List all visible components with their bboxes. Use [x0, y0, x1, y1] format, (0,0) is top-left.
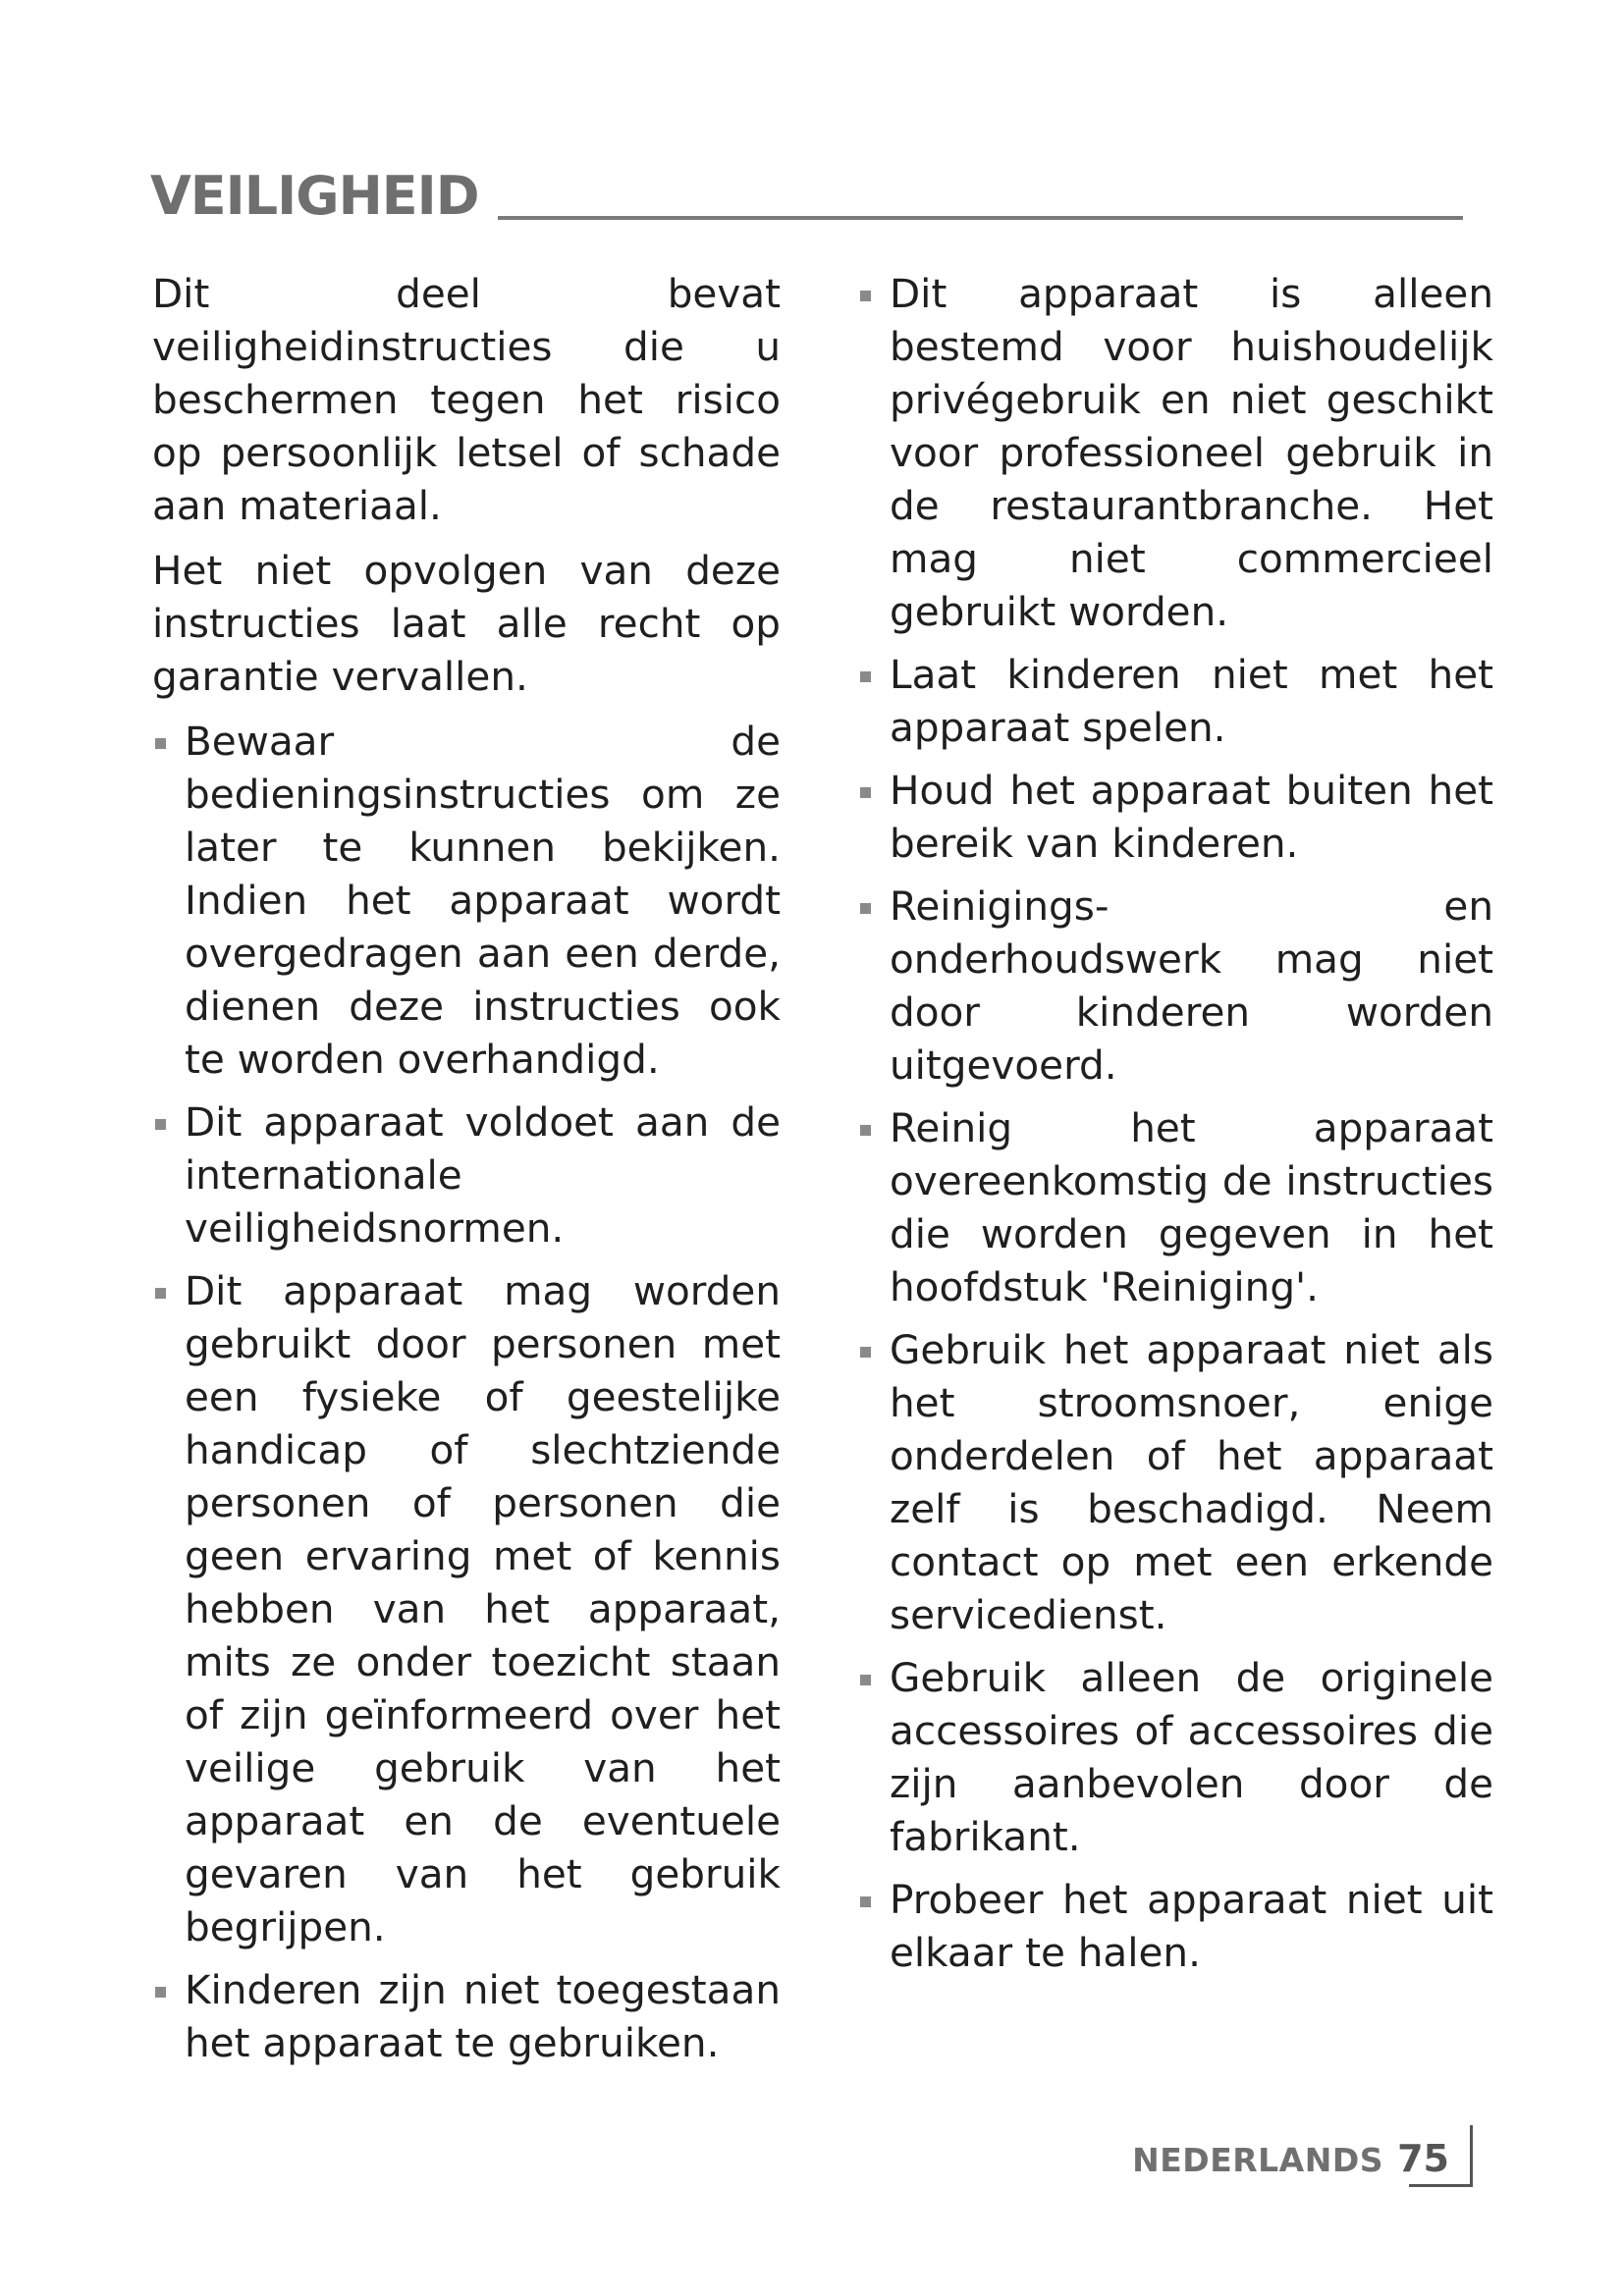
square-bullet-icon	[155, 738, 166, 749]
right-bullet-list	[857, 267, 1493, 1979]
list-item	[857, 880, 1493, 1092]
footer-language: NEDERLANDS	[1132, 2141, 1383, 2179]
list-item-text: Probeer het apparaat niet uit elkaar te halen.	[890, 1876, 1493, 1976]
page-number-underline	[1409, 2184, 1473, 2187]
list-item-text: Dit apparaat is alleen bestemd voor huishoudelijk privégebruik en niet geschikt voor professioneel gebruik in de restaurantbranche. Het mag niet commercieel gebruikt worden.	[890, 270, 1493, 635]
list-item	[152, 1095, 781, 1255]
square-bullet-icon	[860, 671, 871, 682]
list-item-text: Bewaar de bedieningsinstructies om ze later te kunnen bekijken. Indien het apparaat wordt overgedragen aan een derde, dienen deze instructies ook te worden overhandigd.	[185, 718, 781, 1083]
square-bullet-icon	[155, 1987, 166, 1998]
heading-rule	[498, 216, 1463, 220]
square-bullet-icon	[155, 1119, 166, 1130]
list-item-text: Gebruik alleen de originele accessoires of accessoires die zijn aanbevolen door de fabrikant.	[890, 1654, 1493, 1860]
left-bullet-list	[152, 715, 781, 2069]
list-item-text: Houd het apparaat buiten het bereik van kinderen.	[890, 767, 1493, 867]
square-bullet-icon	[860, 903, 871, 914]
square-bullet-icon	[155, 1288, 166, 1299]
page-footer	[1084, 2125, 1477, 2194]
list-item-text: Reinig het apparaat overeenkomstig de instructies die worden gegeven in het hoofdstuk 'Reiniging'.	[890, 1104, 1493, 1310]
square-bullet-icon	[860, 1896, 871, 1907]
square-bullet-icon	[860, 1675, 871, 1685]
list-item	[857, 1651, 1493, 1863]
list-item	[152, 1264, 781, 1953]
list-item	[152, 1963, 781, 2069]
page-number: 75	[1397, 2137, 1449, 2180]
list-item-text: Reinigings- en onderhoudswerk mag niet door kinderen worden uitgevoerd.	[890, 882, 1493, 1089]
list-item	[857, 1101, 1493, 1313]
right-column	[857, 267, 1493, 1989]
intro-paragraph: Het niet opvolgen van deze instructies laat alle recht op garantie vervallen.	[152, 547, 781, 700]
square-bullet-icon	[860, 1125, 871, 1136]
section-title: VEILIGHEID	[150, 165, 479, 227]
list-item-text: Laat kinderen niet met het apparaat spelen.	[890, 651, 1493, 751]
list-item-text: Kinderen zijn niet toegestaan het apparaat te gebruiken.	[185, 1966, 781, 2066]
left-column	[152, 267, 781, 2079]
list-item-text: Gebruik het apparaat niet als het stroomsnoer, enige onderdelen of het apparaat zelf is beschadigd. Neem contact op met een erkende servicedienst.	[890, 1326, 1493, 1638]
list-item	[857, 648, 1493, 754]
page-corner-line	[1470, 2125, 1473, 2187]
list-item	[152, 715, 781, 1086]
list-item	[857, 1323, 1493, 1641]
list-item	[857, 1873, 1493, 1979]
square-bullet-icon	[860, 787, 871, 798]
square-bullet-icon	[860, 1347, 871, 1358]
list-item-text: Dit apparaat mag worden gebruikt door personen met een fysieke of geestelijke handicap of slechtziende personen of personen die geen ervaring met of kennis hebben van het apparaat, mits ze onder toezicht staan of zijn geïnformeerd over het veilige gebruik van het apparaat en de eventuele gevaren van het gebruik begrijpen.	[185, 1267, 781, 1950]
list-item-text: Dit apparaat voldoet aan de internationale veiligheidsnormen.	[185, 1098, 781, 1252]
square-bullet-icon	[860, 291, 871, 301]
list-item	[857, 267, 1493, 638]
list-item	[857, 764, 1493, 870]
section-heading	[150, 157, 1463, 236]
intro-paragraph: Dit deel bevat veiligheidinstructies die u beschermen tegen het risico op persoonlijk letsel of schade aan materiaal.	[152, 270, 781, 529]
